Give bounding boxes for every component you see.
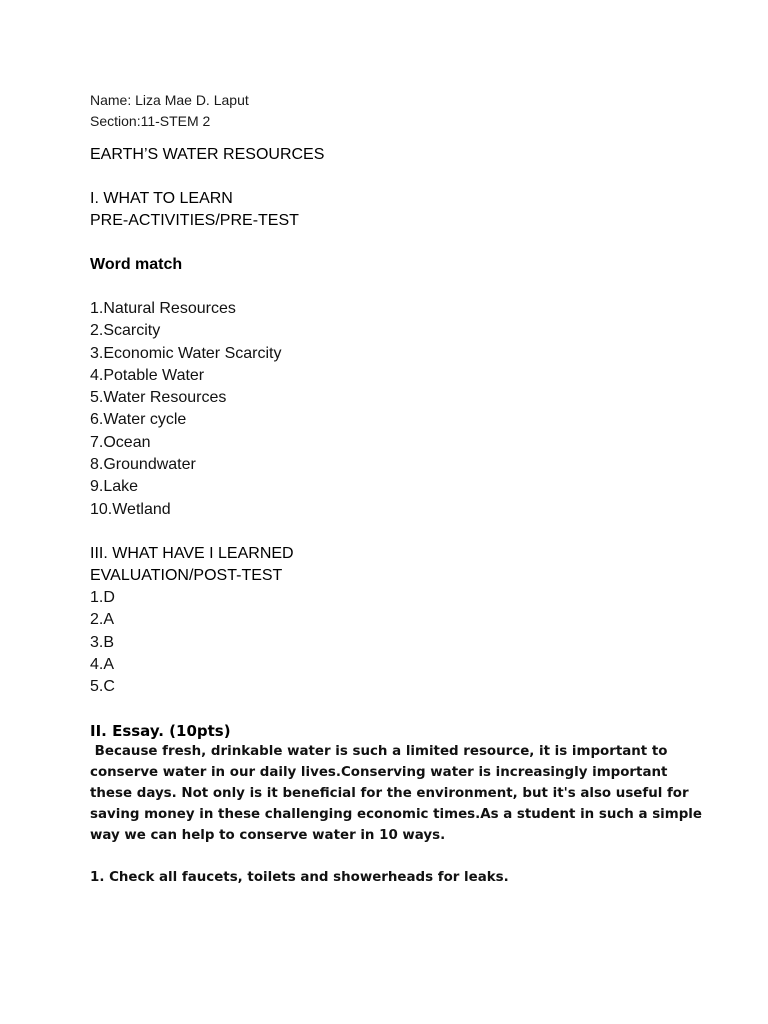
answer-item: 3.B: [90, 633, 115, 651]
essay-title: II. Essay. (10pts): [90, 722, 231, 741]
list-item: 9.Lake: [90, 478, 139, 496]
essay-line: these days. Not only is it beneficial for the environment, but it's also useful for: [90, 786, 689, 802]
essay-point-1: 1. Check all faucets, toilets and showerheads for leaks.: [90, 870, 509, 886]
student-name: Name: Liza Mae D. Laput: [90, 92, 249, 108]
list-item: 7.Ocean: [90, 433, 151, 451]
answer-item: 4.A: [90, 655, 115, 673]
word-match-list: [90, 298, 710, 521]
document-title: EARTH’S WATER RESOURCES: [90, 146, 325, 163]
essay-paragraph: [90, 742, 710, 846]
essay-line: Because fresh, drinkable water is such a limited resource, it is important to: [90, 744, 668, 760]
essay-line: way we can help to conserve water in 10 ways.: [90, 827, 446, 843]
essay-line: conserve water in our daily lives.Conserving water is increasingly important: [90, 765, 668, 781]
list-item: 4.Potable Water: [90, 366, 205, 384]
list-item: 2.Scarcity: [90, 322, 161, 340]
answer-item: 5.C: [90, 678, 115, 696]
list-item: 1.Natural Resources: [90, 300, 236, 317]
student-section: Section:11-STEM 2: [90, 113, 211, 129]
answer-item: 1.D: [90, 588, 115, 606]
list-item: 3.Economic Water Scarcity: [90, 344, 282, 362]
answer-item: 2.A: [90, 611, 115, 629]
part3-subheading: EVALUATION/POST-TEST: [90, 566, 283, 584]
document-page: [90, 90, 710, 889]
list-item: 10.Wetland: [90, 500, 171, 518]
part1-subheading: PRE-ACTIVITIES/PRE-TEST: [90, 212, 299, 229]
list-item: 5.Water Resources: [90, 389, 227, 407]
part3-heading: III. WHAT HAVE I LEARNED: [90, 544, 294, 562]
essay-line: saving money in these challenging economic times.As a student in such a simple: [90, 806, 702, 822]
list-item: 8.Groundwater: [90, 456, 196, 474]
list-item: 6.Water cycle: [90, 411, 187, 429]
part1-heading: I. WHAT TO LEARN: [90, 190, 233, 207]
answer-list: [90, 587, 710, 698]
word-match-title: Word match: [90, 256, 183, 273]
